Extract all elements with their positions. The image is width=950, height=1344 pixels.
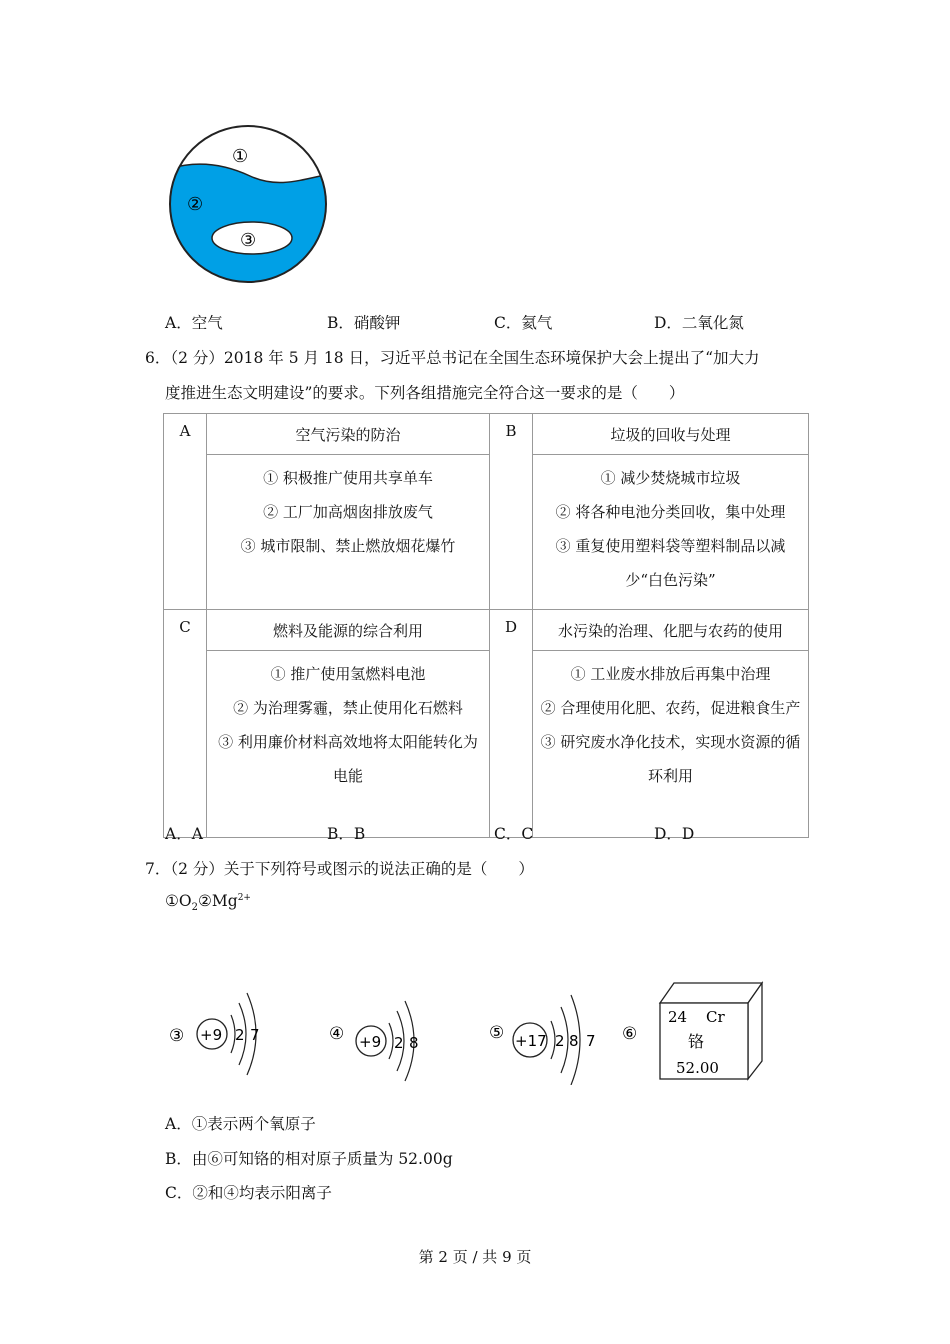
svg-text:52.00: 52.00 [676, 1059, 719, 1077]
q5-option-c[interactable]: C．氦气 [494, 314, 553, 332]
svg-text:④: ④ [329, 1024, 345, 1044]
svg-text:7: 7 [250, 1026, 260, 1044]
svg-text:7: 7 [586, 1032, 596, 1050]
atom-diagram-3 [165, 985, 275, 1085]
q7-symbols: $①O_2②Mg^{2+}$ [165, 892, 251, 914]
q5-option-b[interactable]: B．硝酸钾 [327, 314, 401, 332]
q6-stem-line1: 6．（2 分）2018 年 5 月 18 日，习近平总书记在全国生态环境保护大会上提出了“加大力 [145, 349, 760, 367]
cell-items-a: ① 积极推广使用共享单车 ② 工厂加高烟囱排放废气 ③ 城市限制、禁止燃放烟花爆竹 [207, 455, 490, 610]
svg-text:Cr: Cr [706, 1008, 725, 1026]
cell-items-b: ① 减少焚烧城市垃圾 ② 将各种电池分类回收，集中处理 ③ 重复使用塑料袋等塑料制品以减少“白色污染” [533, 455, 809, 610]
q7-option-c[interactable]: C．②和④均表示阳离子 [165, 1184, 332, 1202]
cell-label-d: D [490, 610, 533, 838]
q6-option-a[interactable]: A．A [165, 825, 203, 843]
svg-text:2: 2 [394, 1034, 404, 1052]
q7-stem: 7．（2 分）关于下列符号或图示的说法正确的是（ ） [145, 860, 534, 878]
q7-option-a[interactable]: A．①表示两个氧原子 [165, 1115, 316, 1133]
svg-text:8: 8 [409, 1034, 419, 1052]
q6-option-b[interactable]: B．B [327, 825, 366, 843]
q6-table [163, 413, 809, 838]
cell-label-b: B [490, 414, 533, 610]
page-footer: 第 2 页 / 共 9 页 [418, 1248, 532, 1266]
svg-text:2: 2 [235, 1026, 245, 1044]
svg-text:⑥: ⑥ [622, 1024, 638, 1044]
label-3: ③ [240, 230, 257, 251]
svg-text:⑤: ⑤ [489, 1023, 505, 1043]
cell-items-c: ① 推广使用氢燃料电池 ② 为治理雾霾，禁止使用化石燃料 ③ 利用廉价材料高效地将太阳能转化为电能 [207, 651, 490, 838]
svg-text:铬: 铬 [688, 1032, 705, 1051]
svg-text:+9: +9 [200, 1026, 223, 1044]
cell-title-d: 水污染的治理、化肥与农药的使用 [533, 610, 809, 651]
svg-text:24: 24 [668, 1008, 688, 1026]
atom-diagram-4 [325, 995, 435, 1085]
cell-label-a: A [164, 414, 207, 610]
cell-items-d: ① 工业废水排放后再集中治理 ② 合理使用化肥、农药，促进粮食生产 ③ 研究废水净化技术，实现水资源的循环利用 [533, 651, 809, 838]
q5-figure [160, 120, 340, 290]
cell-title-b: 垃圾的回收与处理 [533, 414, 809, 455]
q6-option-c[interactable]: C．C [494, 825, 534, 843]
svg-text:+17: +17 [515, 1032, 547, 1050]
cell-title-c: 燃料及能源的综合利用 [207, 610, 490, 651]
svg-text:2: 2 [555, 1032, 565, 1050]
svg-text:③: ③ [169, 1026, 185, 1046]
label-2: ② [187, 194, 204, 215]
svg-text:8: 8 [569, 1032, 579, 1050]
cell-title-a: 空气污染的防治 [207, 414, 490, 455]
q5-option-a[interactable]: A．空气 [165, 314, 223, 332]
q7-option-b[interactable]: B．由⑥可知铬的相对原子质量为 52.00g [165, 1150, 453, 1168]
label-1: ① [232, 146, 249, 167]
element-cell-chromium [618, 975, 768, 1085]
q5-option-d[interactable]: D．二氧化氮 [654, 314, 744, 332]
q6-stem-line2: 度推进生态文明建设”的要求。下列各组措施完全符合这一要求的是（ ） [165, 384, 685, 402]
q6-option-d[interactable]: D．D [654, 825, 695, 843]
atom-diagram-5 [485, 985, 615, 1085]
svg-text:+9: +9 [359, 1033, 382, 1051]
cell-label-c: C [164, 610, 207, 838]
